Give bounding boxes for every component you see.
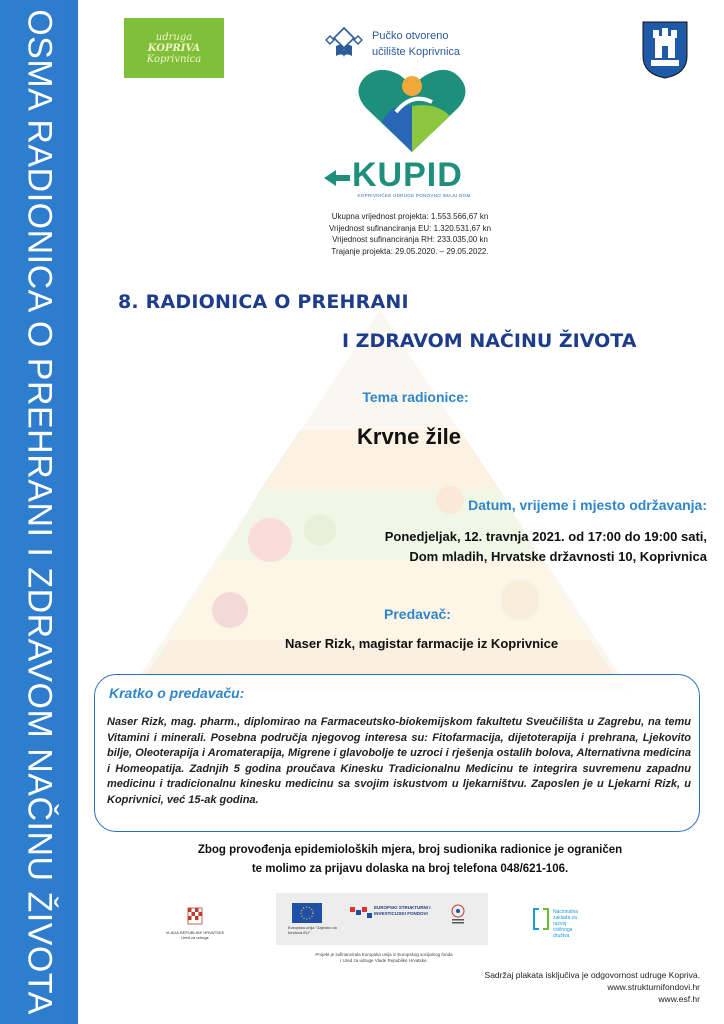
logo-text-line: Koprivnica: [146, 54, 202, 65]
vertical-title: OSMA RADIONICA O PREHRANI I ZDRAVOM NAČINU ŽIVOTA: [20, 9, 59, 1015]
esf-caption: [268, 952, 500, 964]
datum-line1: Ponedjeljak, 12. travnja 2021. od 17:00 do 19:00 sati,: [384, 529, 707, 544]
book-icon: [320, 26, 368, 60]
croatia-coat-of-arms-icon: [160, 906, 230, 928]
project-info-line: Ukupna vrijednost projekta: 1.553.566,67 kn: [331, 212, 489, 221]
footer-disclaimer: [485, 969, 700, 1005]
nz-line: zaklada za: [553, 915, 577, 921]
datum-line2: Dom mladih, Hrvatske državnosti 10, Koprivnica: [409, 549, 707, 564]
logo-text-line: udruga: [155, 32, 193, 43]
operational-programme-icon: [448, 903, 468, 927]
nz-line: Nacionalna: [553, 909, 579, 915]
vlada-logo: [160, 906, 230, 946]
project-info: [300, 211, 520, 257]
footer-line1: Sadržaj plakata isključiva je odgovornost udruge Kopriva.: [484, 970, 700, 980]
predavac-label: Predavač:: [384, 606, 451, 622]
esf-caption-line2: i Ured za udruge Vlade Republike Hrvatske.: [340, 958, 428, 963]
kupid-heart-icon: [352, 62, 472, 158]
logo-text-line: KOPRIVA: [147, 43, 201, 54]
sidebar-band: [0, 0, 78, 1024]
nz-line: društva: [553, 933, 570, 939]
kupid-text: KUPID: [352, 156, 463, 194]
esif-label: EUROPSKI STRUKTURNI I INVESTICIJSKI FONDOVI: [374, 905, 431, 916]
notice: [150, 841, 670, 879]
vlada-line2: Ured za udruge: [181, 935, 209, 940]
nz-line: razvoj: [553, 921, 567, 927]
pou-line1: Pučko otvoreno: [372, 30, 449, 42]
poster-title-line2: I ZDRAVOM NAČINU ŽIVOTA: [342, 330, 637, 352]
poster-title-line1: 8. RADIONICA O PREHRANI: [118, 291, 409, 313]
udruga-kopriva-logo: [124, 18, 224, 78]
pou-logo: [320, 26, 510, 62]
eu-label: Europska unija "Zajedno do fondova EU": [288, 925, 338, 935]
esf-logo-panel: [276, 893, 488, 945]
footer-link-strukturnifondovi[interactable]: www.strukturnifondovi.hr: [607, 982, 700, 992]
project-info-line: Trajanje projekta: 29.05.2020. – 29.05.2022.: [331, 246, 489, 256]
koprivnica-crest-icon: [641, 16, 689, 80]
nz-line: civilnoga: [553, 927, 573, 933]
kupid-tagline: KOPRIVNIČKE UDRUGE PONOVNO IMAJU DOM: [357, 193, 471, 198]
esif-icon: [350, 907, 372, 921]
notice-line1: Zbog provođenja epidemioloških mjera, broj sudionika radionice je ograničen: [197, 844, 623, 856]
nacionalna-zaklada-logo: [533, 906, 603, 939]
esf-caption-line1: Projekt je sufinancirala Europska unija iz Europskog socijalnog fonda: [315, 952, 453, 957]
footer-link-esf[interactable]: www.esf.hr: [658, 994, 700, 1004]
eu-flag-icon: [292, 903, 322, 923]
nz-bracket-icon: [533, 908, 549, 930]
datum-label: Datum, vrijeme i mjesto održavanja:: [468, 497, 707, 513]
pou-line2: učilište Koprivnica: [372, 46, 461, 58]
tema-label-row: [0, 389, 724, 407]
bio-box: [94, 674, 700, 832]
bio-text: Naser Rizk, mag. pharm., diplomirao na Farmaceutsko-biokemijskom fakultetu Sveučilišta u Zagrebu, na temu Vitamini i minerali. Posebna područja njegovog interesa su: Fitofarmacija, dijetoterapija i prehrana, Ljekovito bilje, Oleoterapija i Aromaterapija, Migrene i glavobolje te uzroci i rješenja ostalih bolova, Alternativna medicina i Homeopatija. Zadnjih 5 godina proučava Kinesku Tradicionalnu Medicinu te integrira suvremenu zapadnu medicinu i tradicionalnu kinesku medicinu sa svojim iskustvom u ljekarništvu. Zaposlen je u Ljekarni Rizk, u Koprivnici, već 15-ak godina.: [107, 716, 691, 806]
project-info-line: Vrijednost sufinanciranja EU: 1.320.531,67 kn: [328, 223, 492, 233]
bio-title: Kratko o predavaču:: [109, 685, 245, 701]
project-info-line: Vrijednost sufinanciranja RH: 233.035,00 kn: [332, 235, 488, 244]
tema-value: Krvne žile: [357, 424, 461, 449]
vlada-line1: VLADA REPUBLIKE HRVATSKE: [165, 930, 225, 935]
tema-label: Tema radionice:: [362, 389, 469, 405]
notice-line2: te molimo za prijavu dolaska na broj telefona 048/621-106.: [251, 863, 569, 875]
predavac-value: Naser Rizk, magistar farmacije iz Koprivnice: [285, 636, 559, 651]
